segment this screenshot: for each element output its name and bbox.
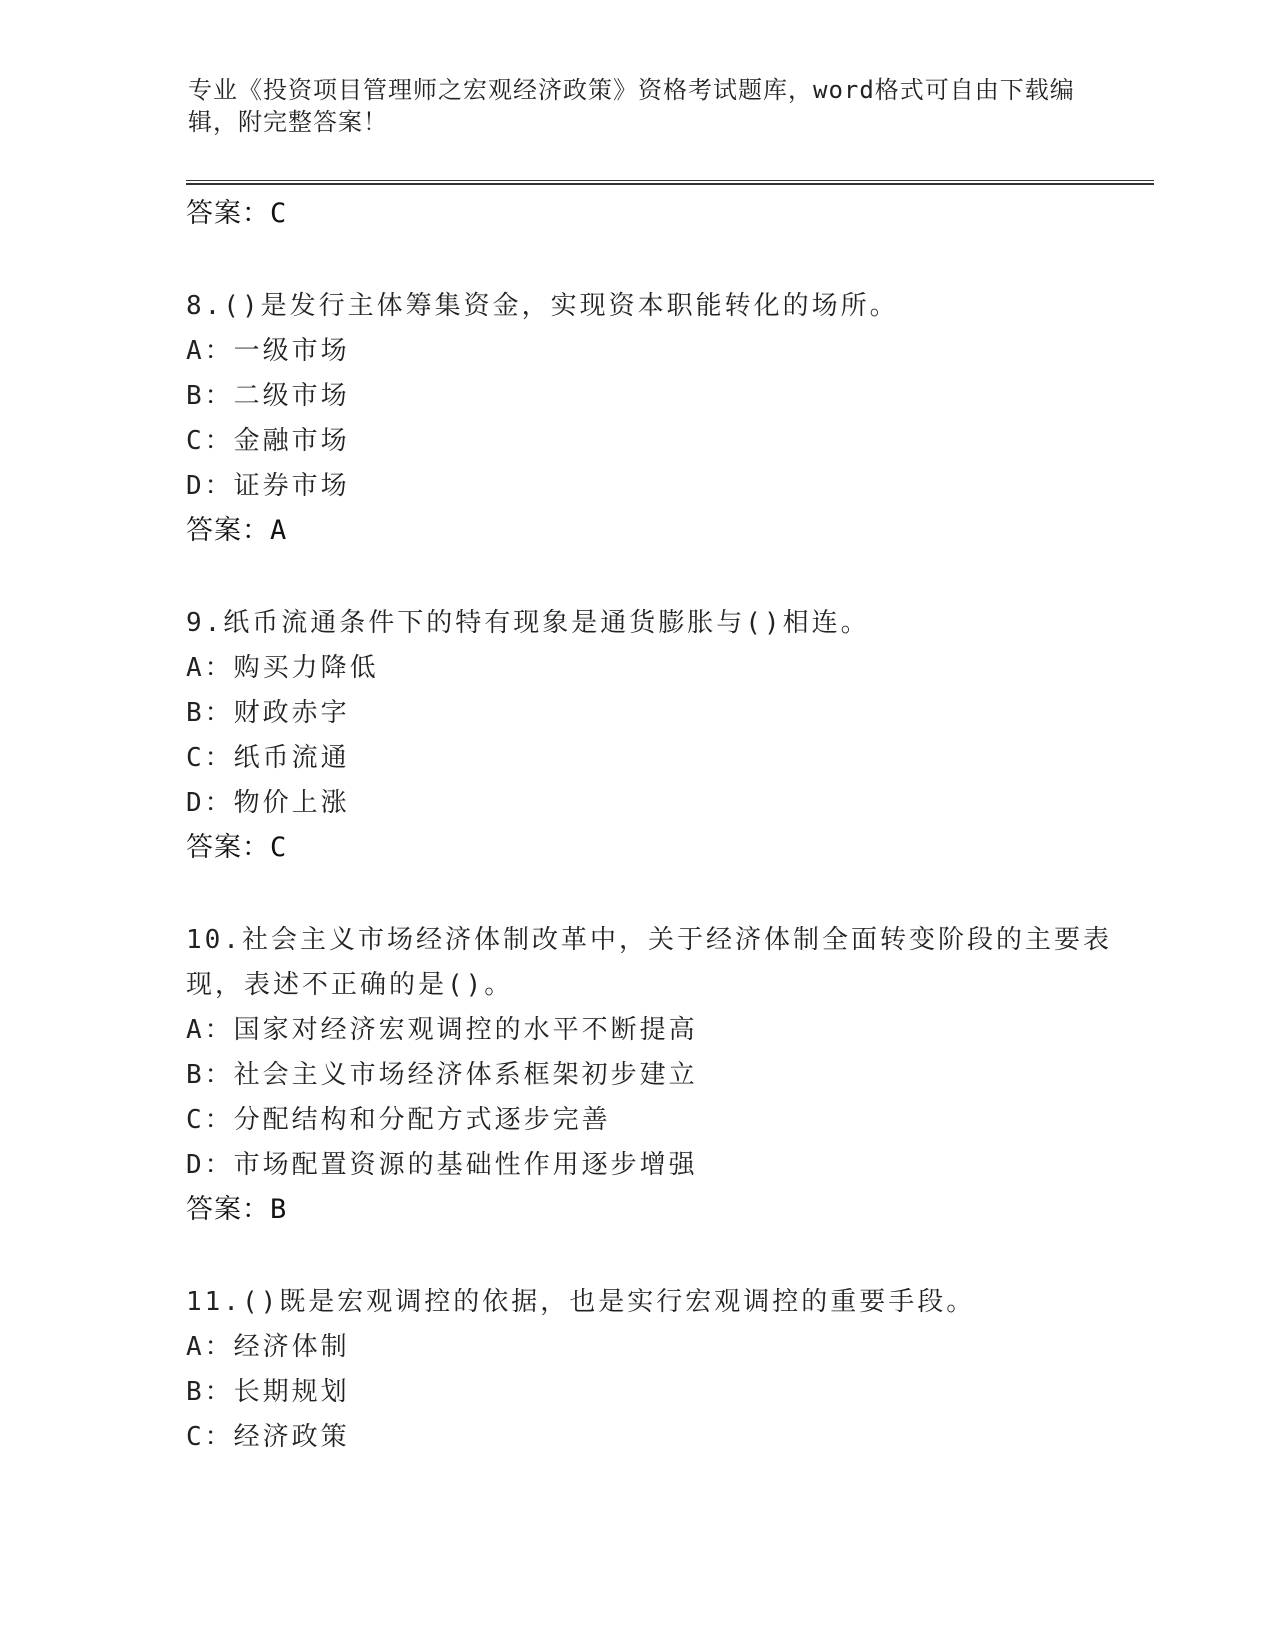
spacer xyxy=(186,236,1126,284)
option-d: D：证券市场 xyxy=(186,471,350,501)
spacer xyxy=(186,553,1126,601)
option-c: C：经济政策 xyxy=(186,1422,350,1452)
spacer xyxy=(186,870,1126,918)
question-block-11 xyxy=(186,1280,1126,1460)
question-stem: 8.()是发行主体筹集资金，实现资本职能转化的场所。 xyxy=(186,291,899,321)
option-a: A：经济体制 xyxy=(186,1332,350,1362)
header-divider-thick xyxy=(186,183,1154,185)
question-block-9 xyxy=(186,601,1126,870)
question-stem: 10.社会主义市场经济体制改革中，关于经济体制全面转变阶段的主要表现，表述不正确的是()。 xyxy=(186,925,1112,1000)
option-b: B：二级市场 xyxy=(186,381,350,411)
question-list xyxy=(186,192,1126,1460)
question-stem: 11.()既是宏观调控的依据，也是实行宏观调控的重要手段。 xyxy=(186,1287,976,1317)
option-b: B：财政赤字 xyxy=(186,698,350,728)
option-a: A：一级市场 xyxy=(186,336,350,366)
answer-line: 答案：A xyxy=(186,515,288,546)
question-block-7-tail xyxy=(186,192,1126,236)
option-b: B：长期规划 xyxy=(186,1377,350,1407)
spacer xyxy=(186,1232,1126,1280)
question-block-8 xyxy=(186,284,1126,553)
option-c: C：分配结构和分配方式逐步完善 xyxy=(186,1105,611,1135)
answer-line: 答案：C xyxy=(186,198,288,229)
option-a: A：购买力降低 xyxy=(186,653,379,683)
option-d: D：物价上涨 xyxy=(186,788,350,818)
option-c: C：纸币流通 xyxy=(186,743,350,773)
question-stem: 9.纸币流通条件下的特有现象是通货膨胀与()相连。 xyxy=(186,608,870,638)
option-d: D：市场配置资源的基础性作用逐步增强 xyxy=(186,1150,698,1180)
option-c: C：金融市场 xyxy=(186,426,350,456)
option-b: B：社会主义市场经济体系框架初步建立 xyxy=(186,1060,698,1090)
answer-line: 答案：B xyxy=(186,1194,288,1225)
answer-line: 答案：C xyxy=(186,832,288,863)
question-block-10 xyxy=(186,918,1126,1232)
header-divider-thin xyxy=(186,180,1154,181)
option-a: A：国家对经济宏观调控的水平不断提高 xyxy=(186,1015,698,1045)
document-header-description: 专业《投资项目管理师之宏观经济政策》资格考试题库，word格式可自由下载编辑，附完整答案！ xyxy=(188,76,1075,136)
